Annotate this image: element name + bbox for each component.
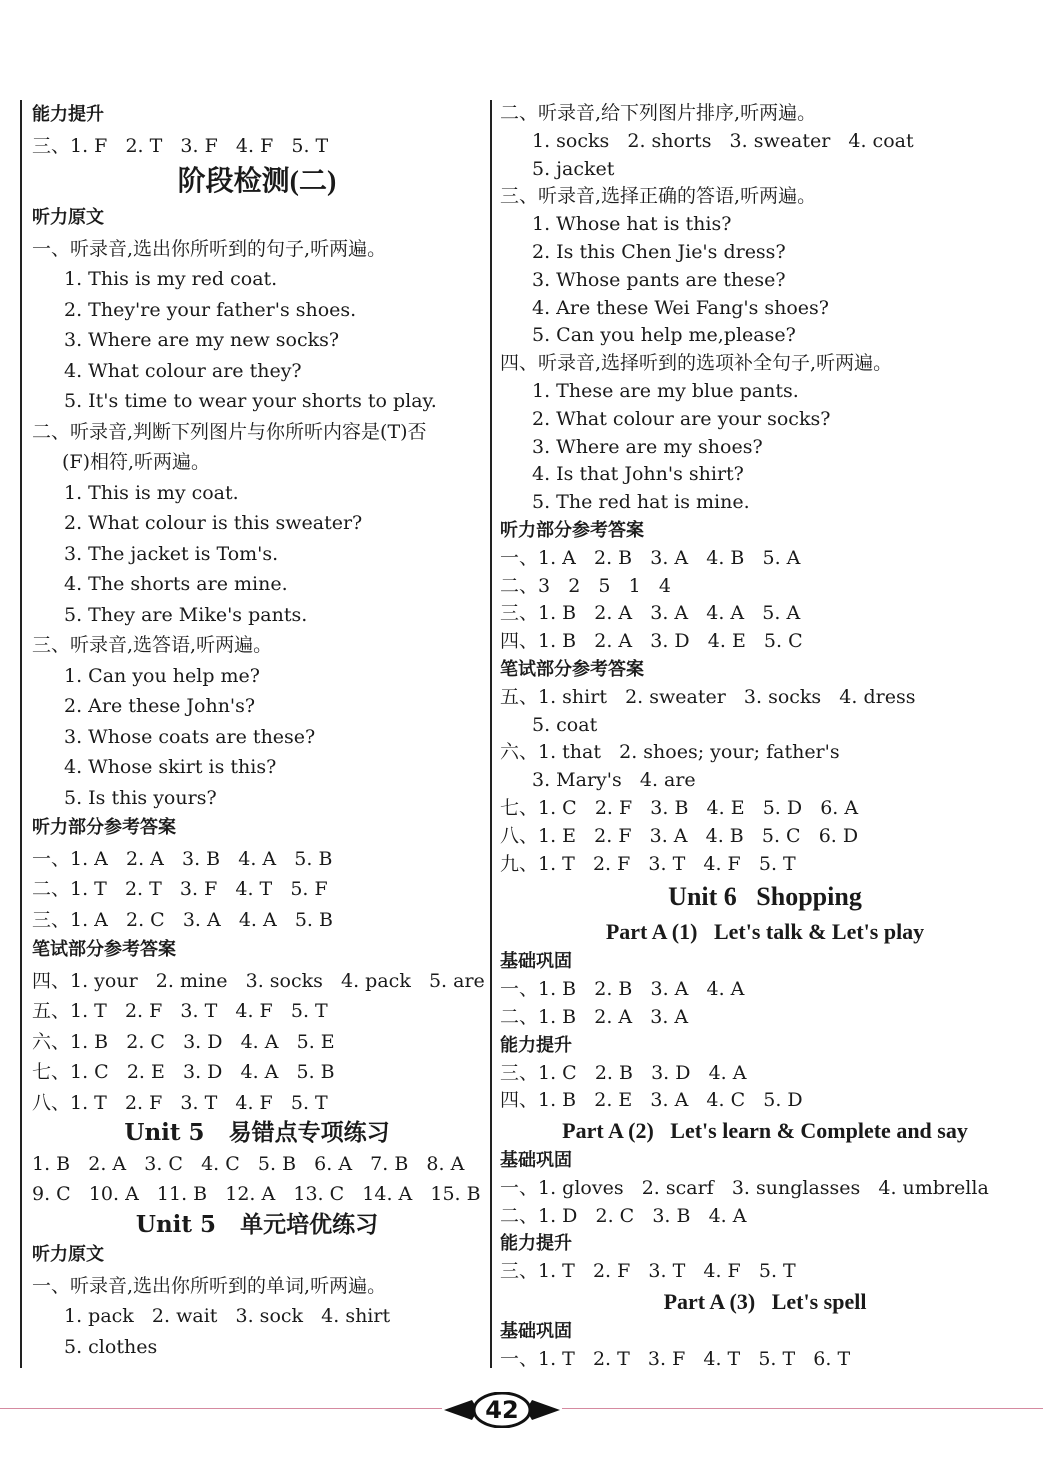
section-title: Part A (3) Let's spell	[663, 1289, 867, 1315]
text-line: 三、听录音,选答语,听两遍。	[32, 634, 273, 656]
section-heading: 听力原文	[32, 1244, 104, 1265]
right-column	[500, 100, 1030, 1374]
item-line: 2. What colour are your socks?	[532, 407, 831, 430]
text-line: 9. C 10. A 11. B 12. A 13. C 14. A 15. B	[32, 1183, 481, 1205]
section-heading: 笔试部分参考答案	[500, 658, 644, 680]
text-line: 六、1. B 2. C 3. D 4. A 5. E	[32, 1030, 335, 1053]
item-line: 2. What colour is this sweater?	[64, 512, 363, 534]
text-line: 五、1. shirt 2. sweater 3. socks 4. dress	[500, 685, 916, 708]
section-title: Unit 6 Shopping	[668, 882, 862, 912]
text-line: 四、听录音,选择听到的选项补全句子,听两遍。	[500, 352, 893, 375]
text-line: 三、1. T 2. F 3. T 4. F 5. T	[500, 1260, 796, 1283]
item-line: (F)相符,听两遍。	[62, 451, 211, 473]
text-line: 三、1. C 2. B 3. D 4. A	[500, 1061, 747, 1084]
footer-rule-left	[0, 1408, 442, 1409]
item-line: 4. Are these Wei Fang's shoes?	[532, 296, 829, 319]
text-line: 三、听录音,选择正确的答语,听两遍。	[500, 185, 817, 208]
item-line: 2. Is this Chen Jie's dress?	[532, 240, 786, 263]
section-heading: 能力提升	[500, 1034, 572, 1056]
section-heading: 能力提升	[500, 1233, 572, 1255]
item-line: 5. jacket	[532, 157, 615, 180]
item-line: 5. Can you help me,please?	[532, 324, 796, 347]
text-line: 四、1. B 2. A 3. D 4. E 5. C	[500, 630, 803, 653]
left-margin-line	[20, 100, 22, 1368]
text-line: 一、1. T 2. T 3. F 4. T 5. T 6. T	[500, 1347, 851, 1370]
item-line: 2. Are these John's?	[64, 695, 256, 717]
text-line: 一、1. gloves 2. scarf 3. sunglasses 4. umbrella	[500, 1176, 989, 1199]
left-column	[32, 100, 485, 1362]
item-line: 1. This is my coat.	[64, 481, 239, 504]
item-line: 2. They're your father's shoes.	[64, 298, 357, 321]
section-heading: 听力部分参考答案	[500, 519, 644, 541]
item-line: 1. This is my red coat.	[64, 268, 278, 290]
text-line: 六、1. that 2. shoes; your; father's	[500, 741, 840, 764]
section-title: Unit 5 易错点专项练习	[124, 1119, 390, 1146]
item-line: 5. The red hat is mine.	[532, 491, 750, 514]
item-line: 4. The shorts are mine.	[64, 573, 288, 595]
section-title: Part A (1) Let's talk & Let's play	[605, 919, 925, 945]
section-heading: 笔试部分参考答案	[32, 939, 176, 960]
text-line: 二、1. B 2. A 3. A	[500, 1005, 689, 1028]
item-line: 1. socks 2. shorts 3. sweater 4. coat	[532, 129, 914, 152]
text-line: 二、1. T 2. T 3. F 4. T 5. F	[32, 878, 328, 900]
text-line: 七、1. C 2. F 3. B 4. E 5. D 6. A	[500, 796, 859, 819]
text-line: 二、听录音,给下列图片排序,听两遍。	[500, 102, 817, 124]
text-line: 二、听录音,判断下列图片与你所听内容是(T)否	[32, 420, 427, 443]
item-line: 1. These are my blue pants.	[532, 379, 799, 402]
item-line: 3. Whose pants are these?	[532, 268, 786, 291]
text-line: 八、1. E 2. F 3. A 4. B 5. C 6. D	[500, 824, 859, 847]
column-divider	[490, 100, 492, 1368]
section-heading: 基础巩固	[500, 1150, 572, 1172]
text-line: 七、1. C 2. E 3. D 4. A 5. B	[32, 1061, 335, 1083]
footer-rule-right	[562, 1408, 1043, 1409]
item-line: 1. Can you help me?	[64, 664, 260, 687]
section-title: 阶段检测(二)	[177, 166, 337, 197]
item-line: 1. pack 2. wait 3. sock 4. shirt	[64, 1305, 391, 1327]
text-line: 四、1. your 2. mine 3. socks 4. pack 5. are	[32, 969, 485, 992]
item-line: 3. Where are my new socks?	[64, 329, 340, 351]
section-title: Unit 5 单元培优练习	[135, 1210, 379, 1238]
text-line: 一、听录音,选出你所听到的句子,听两遍。	[32, 237, 387, 260]
section-heading: 基础巩固	[500, 951, 572, 973]
item-line: 3. The jacket is Tom's.	[64, 542, 279, 565]
text-line: 八、1. T 2. F 3. T 4. F 5. T	[32, 1091, 328, 1114]
item-line: 1. Whose hat is this?	[532, 213, 732, 236]
item-line: 3. Mary's 4. are	[532, 769, 696, 792]
page-footer	[0, 1378, 1043, 1438]
section-heading: 能力提升	[32, 104, 104, 125]
item-line: 5. They are Mike's pants.	[64, 603, 308, 626]
text-line: 五、1. T 2. F 3. T 4. F 5. T	[32, 1000, 328, 1022]
text-line: 一、1. A 2. B 3. A 4. B 5. A	[500, 546, 801, 569]
item-line: 3. Where are my shoes?	[532, 435, 763, 458]
page-number: 42	[485, 1396, 519, 1424]
text-line: 九、1. T 2. F 3. T 4. F 5. T	[500, 852, 796, 875]
item-line: 5. coat	[532, 713, 598, 736]
item-line: 4. Is that John's shirt?	[532, 463, 744, 486]
item-line: 4. What colour are they?	[64, 359, 302, 382]
text-line: 一、听录音,选出你所听到的单词,听两遍。	[32, 1274, 387, 1297]
section-heading: 听力原文	[32, 207, 104, 228]
text-line: 三、1. A 2. C 3. A 4. A 5. B	[32, 908, 333, 931]
text-line: 四、1. B 2. E 3. A 4. C 5. D	[500, 1089, 803, 1112]
item-line: 5. Is this yours?	[64, 786, 217, 809]
text-line: 一、1. B 2. B 3. A 4. A	[500, 978, 745, 1001]
section-heading: 听力部分参考答案	[32, 817, 176, 838]
item-line: 5. It's time to wear your shorts to play.	[64, 390, 437, 412]
text-line: 一、1. A 2. A 3. B 4. A 5. B	[32, 847, 333, 870]
item-line: 3. Whose coats are these?	[64, 725, 316, 748]
text-line: 二、3 2 5 1 4	[500, 574, 671, 597]
text-line: 1. B 2. A 3. C 4. C 5. B 6. A 7. B 8. A	[32, 1152, 465, 1175]
text-line: 三、1. B 2. A 3. A 4. A 5. A	[500, 602, 801, 625]
item-line: 5. clothes	[64, 1335, 158, 1358]
section-heading: 基础巩固	[500, 1321, 572, 1343]
item-line: 4. Whose skirt is this?	[64, 756, 277, 778]
section-title: Part A (2) Let's learn & Complete and say	[562, 1118, 968, 1144]
text-line: 二、1. D 2. C 3. B 4. A	[500, 1204, 747, 1227]
text-line: 三、1. F 2. T 3. F 4. F 5. T	[32, 134, 329, 157]
